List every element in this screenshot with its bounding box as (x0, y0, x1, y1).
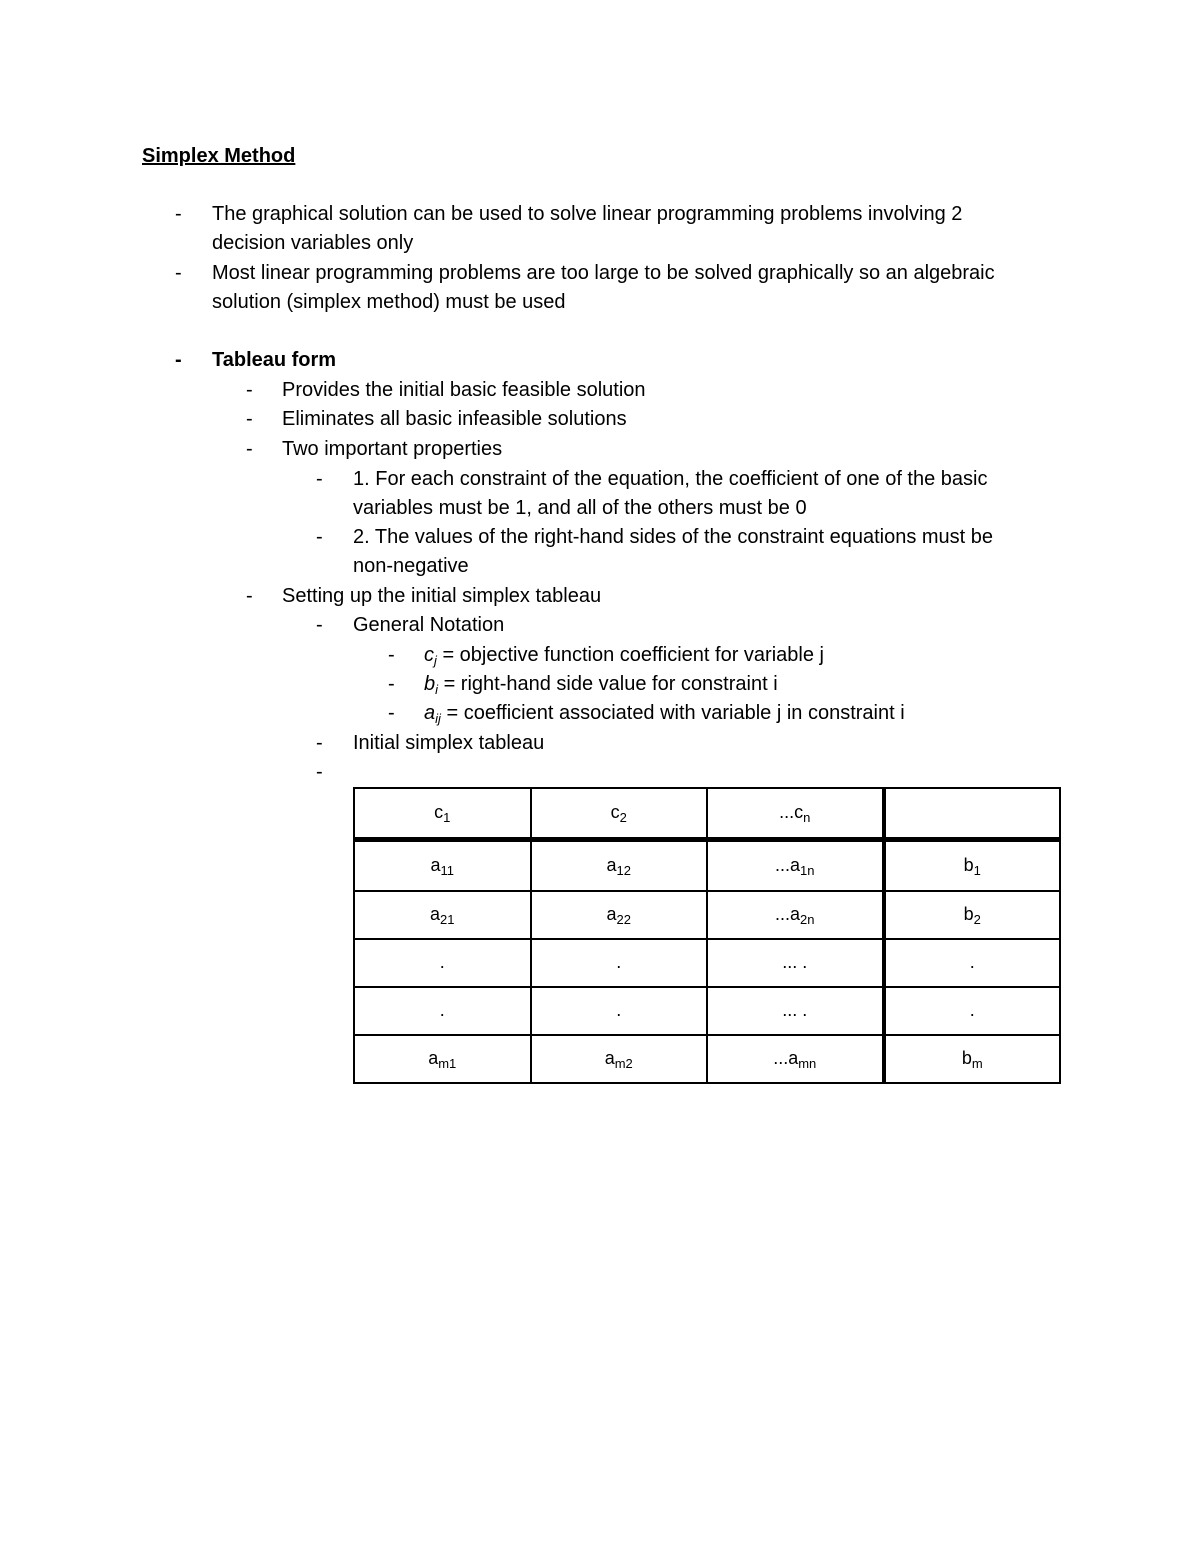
table-cell: $b_2$ (884, 891, 1061, 939)
table-row (354, 839, 1060, 890)
table-cell: $a_{22}$ (531, 891, 708, 939)
bullet-dash: - (316, 468, 323, 490)
symbol-b: b (424, 673, 436, 695)
bullet-text: non-negative (353, 555, 469, 577)
table-row (354, 1035, 1060, 1083)
bullet-text: Setting up the initial simplex tableau (282, 585, 602, 607)
bullet-dash: - (316, 526, 323, 548)
bullet-text: The graphical solution can be used to solve linear programming problems involving 2 (212, 203, 963, 225)
bullet-dash: - (316, 614, 323, 636)
table-cell: $b_m$ (884, 1035, 1061, 1083)
bullet-dash: - (388, 673, 395, 695)
table-cell: . (531, 939, 708, 987)
notation-text: = right-hand side value for constraint i (438, 673, 778, 695)
bullet-text: Two important properties (282, 438, 503, 460)
table-cell (884, 788, 1061, 839)
table-cell: . (354, 987, 531, 1035)
table-row (354, 939, 1060, 987)
tableau-header-row (354, 788, 1060, 839)
notation-bi (424, 671, 778, 697)
notation-aij (424, 700, 905, 726)
bullet-dash: - (388, 702, 395, 724)
table-cell: $a_{21}$ (354, 891, 531, 939)
table-cell: $...c_n$ (707, 788, 884, 839)
bullet-text: Initial simplex tableau (353, 732, 545, 754)
table-cell: $a_{m2}$ (531, 1035, 708, 1083)
simplex-tableau (353, 787, 1061, 1084)
subscript-i: i (435, 682, 439, 697)
bullet-dash: - (175, 203, 182, 225)
table-cell: . (884, 939, 1061, 987)
bullet-text: Most linear programming problems are too large to be solved graphically so an algebraic (212, 262, 995, 284)
bullet-text: variables must be 1, and all of the others must be 0 (353, 497, 807, 519)
bullet-text: decision variables only (212, 232, 414, 254)
table-row (354, 987, 1060, 1035)
table-cell: . (354, 939, 531, 987)
bullet-text: Provides the initial basic feasible solution (282, 379, 646, 401)
table-row (354, 891, 1060, 939)
bullet-text: General Notation (353, 614, 505, 636)
bullet-dash: - (175, 262, 182, 284)
bullet-text: Eliminates all basic infeasible solutions (282, 408, 627, 430)
bullet-dash: - (246, 585, 253, 607)
symbol-c: c (424, 644, 434, 666)
symbol-a: a (424, 702, 436, 724)
bullet-dash: - (246, 379, 253, 401)
table-cell: $...a_{1n}$ (707, 839, 884, 890)
bullet-dash: - (246, 408, 253, 430)
subscript-ij: ij (435, 711, 441, 726)
notation-text: = objective function coefficient for variable j (436, 644, 824, 666)
table-cell: $a_{m1}$ (354, 1035, 531, 1083)
table-cell: $a_{11}$ (354, 839, 531, 890)
table-cell: $c_2$ (531, 788, 708, 839)
table-cell: . (884, 987, 1061, 1035)
table-cell: $b_1$ (884, 839, 1061, 890)
bullet-text: solution (simplex method) must be used (212, 291, 566, 313)
bullet-text: 2. The values of the right-hand sides of the constraint equations must be (353, 526, 994, 548)
table-cell: $...a_{mn}$ (707, 1035, 884, 1083)
bullet-dash: - (175, 349, 182, 371)
subscript-j: j (434, 653, 437, 668)
page-title: Simplex Method (142, 145, 296, 167)
table-cell: . (531, 987, 708, 1035)
section-heading: Tableau form (212, 349, 337, 371)
table-cell: $...a_{2n}$ (707, 891, 884, 939)
bullet-dash: - (316, 761, 323, 783)
bullet-dash: - (316, 732, 323, 754)
table-cell: $a_{12}$ (531, 839, 708, 890)
table-cell: $c_1$ (354, 788, 531, 839)
notation-cj (424, 642, 824, 668)
bullet-dash: - (246, 438, 253, 460)
bullet-text: 1. For each constraint of the equation, the coefficient of one of the basic (353, 468, 988, 490)
table-cell: ... . (707, 987, 884, 1035)
notation-text: = coefficient associated with variable j in constraint i (440, 702, 905, 724)
bullet-dash: - (388, 644, 395, 666)
table-cell: ... . (707, 939, 884, 987)
